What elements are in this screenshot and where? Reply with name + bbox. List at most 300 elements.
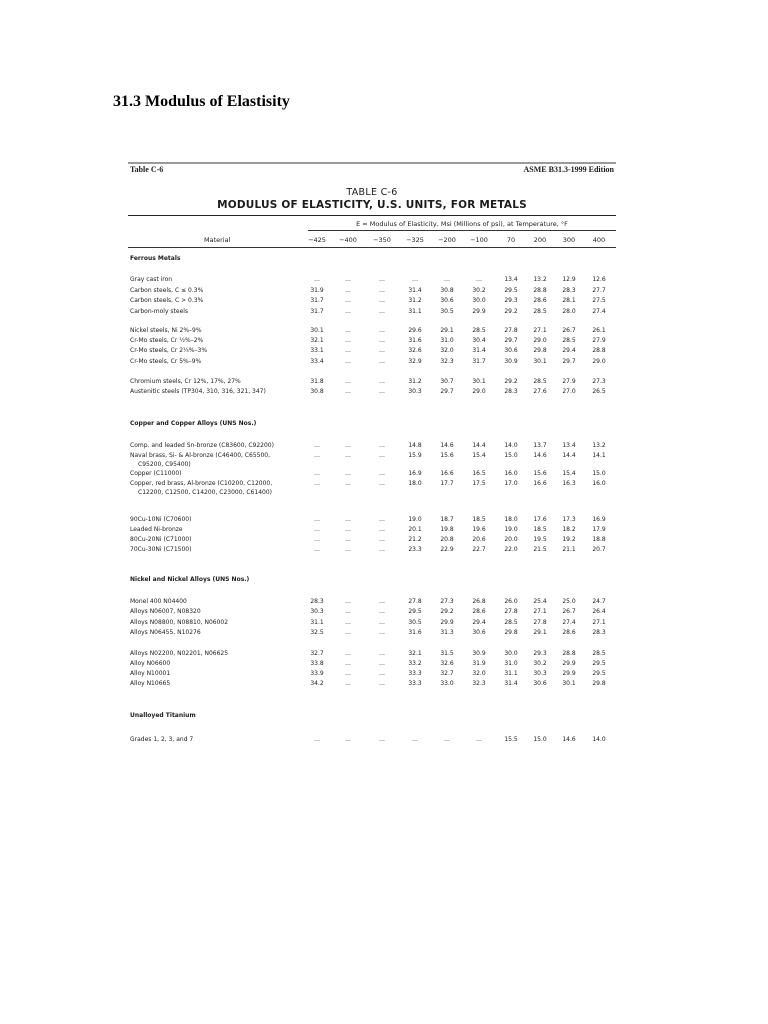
modulus-value: 30.9 [472,650,486,657]
modulus-value: 28.5 [504,619,518,626]
modulus-value: … [314,276,320,283]
modulus-value: … [379,337,385,344]
temperature-header: 400 [592,236,606,244]
modulus-value: 21.2 [408,536,422,543]
modulus-value: 32.0 [472,670,486,677]
material-name: Leaded Ni-bronze [130,526,183,533]
material-name: Cr-Mo steels, Cr ½%–2% [130,337,204,344]
modulus-value: 14.6 [533,452,547,459]
modulus-value: 15.4 [562,470,576,477]
header-bottom-rule [128,247,616,248]
modulus-value: 29.4 [472,619,486,626]
modulus-value: … [345,378,351,385]
modulus-value: 25.4 [533,598,547,605]
modulus-value: 30.1 [472,378,486,385]
modulus-value: 32.7 [310,650,324,657]
modulus-value: 17.3 [562,516,576,523]
modulus-value: 28.5 [472,327,486,334]
group-title: Unalloyed Titanium [130,712,196,719]
modulus-value: 14.8 [408,442,422,449]
modulus-value: 13.4 [562,442,576,449]
modulus-value: 29.0 [533,337,547,344]
modulus-value: 31.4 [408,287,422,294]
modulus-value: … [314,546,320,553]
modulus-value: 31.9 [472,660,486,667]
modulus-value: 17.7 [440,480,454,487]
modulus-value: … [379,650,385,657]
modulus-value: 16.6 [533,480,547,487]
modulus-value: 22.9 [440,546,454,553]
modulus-value: … [379,442,385,449]
modulus-value: 28.1 [562,297,576,304]
modulus-value: … [345,276,351,283]
modulus-value: 15.0 [533,736,547,743]
modulus-value: 19.6 [472,526,486,533]
modulus-value: … [444,736,450,743]
modulus-value: … [345,388,351,395]
modulus-value: 31.1 [310,619,324,626]
modulus-value: 18.7 [440,516,454,523]
material-name: Alloys N02200, N02201, N06625 [130,650,229,657]
modulus-value: 27.5 [592,297,606,304]
modulus-value: 22.7 [472,546,486,553]
modulus-value: 30.8 [440,287,454,294]
modulus-value: 32.6 [408,347,422,354]
modulus-value: 29.5 [504,287,518,294]
modulus-value: 26.5 [592,388,606,395]
modulus-value: 31.4 [472,347,486,354]
modulus-value: … [345,287,351,294]
modulus-value: 13.7 [533,442,547,449]
material-name: Gray cast iron [130,276,173,283]
temperature-header: −100 [470,236,488,244]
modulus-value: 29.8 [533,347,547,354]
material-name: 90Cu-10Ni (C70600) [130,516,192,523]
modulus-value: 31.9 [310,287,324,294]
modulus-value: 19.5 [533,536,547,543]
modulus-value: … [314,536,320,543]
modulus-value: 28.0 [562,308,576,315]
temperature-header: −400 [339,236,357,244]
modulus-value: 18.2 [562,526,576,533]
modulus-value: 29.2 [504,308,518,315]
modulus-value: 29.4 [562,347,576,354]
modulus-value: … [379,358,385,365]
modulus-value: 27.1 [533,327,547,334]
modulus-value: 29.8 [592,680,606,687]
modulus-value: … [314,480,320,487]
modulus-value: 20.6 [472,536,486,543]
modulus-value: 31.1 [504,670,518,677]
modulus-value: 28.6 [472,608,486,615]
modulus-value: … [345,660,351,667]
modulus-value: 27.8 [504,608,518,615]
modulus-value: … [379,470,385,477]
modulus-value: … [379,536,385,543]
modulus-value: … [345,546,351,553]
modulus-value: … [379,378,385,385]
temperature-header: 200 [533,236,547,244]
modulus-value: 31.3 [440,629,454,636]
material-name: Comp. and leaded Sn-bronze (C83600, C92200) [130,442,274,449]
modulus-value: … [345,470,351,477]
modulus-value: 29.0 [472,388,486,395]
modulus-value: 29.9 [472,308,486,315]
modulus-value: 24.7 [592,598,606,605]
edition-label: ASME B31.3-1999 Edition [523,165,614,174]
modulus-value: 12.6 [592,276,606,283]
modulus-value: 16.0 [592,480,606,487]
modulus-value: 28.3 [592,629,606,636]
temperature-header: 300 [562,236,576,244]
modulus-value: 31.6 [408,629,422,636]
modulus-value: 29.1 [440,327,454,334]
modulus-value: 17.5 [472,480,486,487]
modulus-value: 27.4 [562,619,576,626]
modulus-value: 15.6 [533,470,547,477]
modulus-value: 28.8 [562,650,576,657]
modulus-value: 29.7 [504,337,518,344]
modulus-value: 27.1 [533,608,547,615]
modulus-value: … [379,480,385,487]
modulus-value: … [412,736,418,743]
material-name: Chromium steels, Cr 12%, 17%, 27% [130,378,241,385]
modulus-value: 31.7 [310,308,324,315]
modulus-value: … [345,308,351,315]
modulus-value: 32.7 [440,670,454,677]
modulus-value: 31.8 [310,378,324,385]
table-sheet [128,162,616,754]
modulus-value: 34.2 [310,680,324,687]
modulus-value: 14.4 [472,442,486,449]
modulus-value: … [476,276,482,283]
material-name: Copper, red brass, Al-bronze (C10200, C12000, [130,480,273,487]
modulus-value: 33.2 [408,660,422,667]
modulus-value: 15.5 [504,736,518,743]
modulus-value: 19.0 [504,526,518,533]
modulus-value: 26.1 [592,327,606,334]
modulus-value: … [345,670,351,677]
modulus-value: 32.0 [440,347,454,354]
modulus-value: 29.5 [592,670,606,677]
modulus-value: 33.9 [310,670,324,677]
table-caption-number: TABLE C-6 [346,187,398,198]
modulus-value: … [379,608,385,615]
modulus-value: 29.2 [440,608,454,615]
temperature-header: −425 [308,236,326,244]
modulus-value: … [345,452,351,459]
modulus-value: … [379,452,385,459]
modulus-value: 32.6 [440,660,454,667]
modulus-value: 29.8 [504,629,518,636]
modulus-value: 28.5 [592,650,606,657]
modulus-value: 26.7 [562,608,576,615]
modulus-value: 30.1 [310,327,324,334]
modulus-value: 15.9 [408,452,422,459]
modulus-value: 27.8 [533,619,547,626]
modulus-value: 30.8 [310,388,324,395]
modulus-value: 28.5 [533,378,547,385]
modulus-value: 33.3 [408,670,422,677]
modulus-value: 29.6 [408,327,422,334]
temperature-header: −200 [438,236,456,244]
table-caption-title: MODULUS OF ELASTICITY, U.S. UNITS, FOR METALS [217,199,527,211]
modulus-value: 15.4 [472,452,486,459]
modulus-value: 31.2 [408,378,422,385]
modulus-value: … [379,598,385,605]
modulus-value: 17.6 [533,516,547,523]
modulus-value: 33.8 [310,660,324,667]
section-heading: 31.3 Modulus of Elastisity [113,93,290,110]
modulus-value: 28.5 [562,337,576,344]
modulus-value: … [345,680,351,687]
modulus-value: … [379,516,385,523]
modulus-value: 28.3 [504,388,518,395]
material-name: Cr-Mo steels, Cr 2¼%–3% [130,347,208,354]
modulus-value: 18.0 [504,516,518,523]
modulus-value: 30.3 [310,608,324,615]
modulus-value: 30.6 [440,297,454,304]
modulus-value: 18.8 [592,536,606,543]
temperature-span-rule [308,230,616,231]
material-name: Nickel steels, Ni 2%–9% [130,327,202,334]
modulus-value: … [314,470,320,477]
modulus-value: 27.7 [592,287,606,294]
modulus-value: 31.6 [408,337,422,344]
modulus-value: 25.0 [562,598,576,605]
modulus-value: 33.0 [440,680,454,687]
modulus-value: … [345,442,351,449]
modulus-value: 17.0 [504,480,518,487]
modulus-value: … [345,480,351,487]
modulus-value: 16.3 [562,480,576,487]
material-name-continued: C12200, C12500, C14200, C23000, C61400) [138,489,272,496]
modulus-value: 27.8 [504,327,518,334]
modulus-value: 29.7 [440,388,454,395]
modulus-value: … [379,670,385,677]
modulus-value: 29.3 [504,297,518,304]
modulus-value: 30.0 [472,297,486,304]
modulus-value: … [379,619,385,626]
modulus-value: 28.3 [310,598,324,605]
modulus-value: 29.1 [533,629,547,636]
modulus-value: … [379,297,385,304]
modulus-value: 19.0 [408,516,422,523]
modulus-value: 14.6 [440,442,454,449]
modulus-value: 29.0 [592,358,606,365]
modulus-value: 29.9 [440,619,454,626]
modulus-value: 16.9 [592,516,606,523]
modulus-value: … [379,388,385,395]
modulus-value: 30.6 [533,680,547,687]
modulus-value: 12.9 [562,276,576,283]
modulus-value: … [379,736,385,743]
modulus-value: 32.1 [408,650,422,657]
modulus-value: … [314,452,320,459]
modulus-value: … [345,347,351,354]
modulus-value: … [379,276,385,283]
modulus-definition: E = Modulus of Elasticity, Msi (Millions of psi), at Temperature, °F [356,220,568,228]
modulus-value: 28.6 [533,297,547,304]
material-name-continued: C95200, C95400) [138,461,191,468]
modulus-value: 17.9 [592,526,606,533]
modulus-value: 30.0 [504,650,518,657]
modulus-value: 28.3 [562,287,576,294]
modulus-value: … [379,660,385,667]
modulus-value: 30.9 [504,358,518,365]
material-name: Grades 1, 2, 3, and 7 [130,736,194,743]
modulus-value: 16.0 [504,470,518,477]
modulus-value: 27.0 [562,388,576,395]
modulus-value: 27.1 [592,619,606,626]
modulus-value: … [345,650,351,657]
modulus-value: 20.1 [408,526,422,533]
modulus-value: … [345,526,351,533]
modulus-value: 31.5 [440,650,454,657]
modulus-value: 27.9 [562,378,576,385]
material-name: Copper (C11000) [130,470,182,477]
material-column-header: Material [204,236,231,244]
material-name: Cr-Mo steels, Cr 5%–9% [130,358,202,365]
modulus-value: … [345,327,351,334]
modulus-value: 26.7 [562,327,576,334]
modulus-value: 23.3 [408,546,422,553]
modulus-value: 16.5 [472,470,486,477]
material-name: Carbon steels, C > 0.3% [130,297,204,304]
modulus-value: … [314,736,320,743]
modulus-value: 19.8 [440,526,454,533]
modulus-value: 27.9 [592,337,606,344]
modulus-value: … [379,546,385,553]
modulus-value: 18.5 [533,526,547,533]
modulus-value: … [345,608,351,615]
modulus-value: 28.8 [533,287,547,294]
modulus-value: 21.5 [533,546,547,553]
modulus-value: 29.5 [408,608,422,615]
group-title: Ferrous Metals [130,255,181,262]
modulus-value: … [345,629,351,636]
modulus-value: 14.4 [562,452,576,459]
modulus-value: 30.6 [504,347,518,354]
modulus-value: … [314,442,320,449]
modulus-value: 30.7 [440,378,454,385]
modulus-value: 30.5 [440,308,454,315]
modulus-value: 29.2 [504,378,518,385]
modulus-value: … [379,327,385,334]
modulus-value: 14.6 [562,736,576,743]
modulus-value: 27.8 [408,598,422,605]
modulus-value: 20.0 [504,536,518,543]
modulus-value: 29.3 [533,650,547,657]
modulus-value: 27.4 [592,308,606,315]
modulus-value: 14.0 [504,442,518,449]
modulus-value: 14.1 [592,452,606,459]
modulus-value: … [379,308,385,315]
modulus-value: 22.0 [504,546,518,553]
modulus-value: 26.4 [592,608,606,615]
modulus-value: 32.3 [440,358,454,365]
header-rule [128,162,616,164]
modulus-value: 30.5 [408,619,422,626]
modulus-value: … [379,629,385,636]
modulus-value: 29.7 [562,358,576,365]
modulus-value: … [379,680,385,687]
modulus-value: 27.3 [440,598,454,605]
modulus-value: … [314,526,320,533]
modulus-value: 13.2 [592,442,606,449]
modulus-value: 31.1 [408,308,422,315]
modulus-value: 31.7 [310,297,324,304]
modulus-value: … [379,347,385,354]
modulus-value: 30.3 [408,388,422,395]
material-name: 70Cu-30Ni (C71500) [130,546,192,553]
modulus-value: … [476,736,482,743]
modulus-value: 29.9 [562,670,576,677]
modulus-value: 31.0 [504,660,518,667]
modulus-value: 28.6 [562,629,576,636]
modulus-value: 30.2 [472,287,486,294]
modulus-value: 32.5 [310,629,324,636]
modulus-value: 26.0 [504,598,518,605]
temperature-header: −325 [406,236,424,244]
material-name: Alloys N08800, N08810, N06002 [130,619,229,626]
modulus-value: 28.5 [533,308,547,315]
modulus-value: 30.2 [533,660,547,667]
modulus-value: 19.2 [562,536,576,543]
modulus-value: 29.5 [592,660,606,667]
modulus-value: 13.2 [533,276,547,283]
modulus-value: 16.9 [408,470,422,477]
material-name: Carbon-moly steels [130,308,189,315]
modulus-value: 30.1 [533,358,547,365]
modulus-value: … [345,536,351,543]
modulus-value: 27.3 [592,378,606,385]
modulus-value: 30.4 [472,337,486,344]
modulus-value: 14.0 [592,736,606,743]
modulus-value: 33.1 [310,347,324,354]
modulus-value: … [412,276,418,283]
material-name: Alloy N06600 [130,660,171,667]
modulus-value: … [345,598,351,605]
material-name: Alloy N10001 [130,670,171,677]
modulus-value: 30.3 [533,670,547,677]
modulus-value: 26.8 [472,598,486,605]
modulus-value: 32.9 [408,358,422,365]
group-title: Copper and Copper Alloys (UNS Nos.) [130,420,257,427]
modulus-value: 28.8 [592,347,606,354]
modulus-value: … [345,337,351,344]
material-name: Carbon steels, C ≤ 0.3% [130,287,204,294]
modulus-value: 31.4 [504,680,518,687]
temperature-header: −350 [373,236,391,244]
modulus-value: … [444,276,450,283]
material-name: 80Cu-20Ni (C71000) [130,536,192,543]
modulus-value: 32.1 [310,337,324,344]
modulus-value: 31.7 [472,358,486,365]
modulus-value: … [345,297,351,304]
modulus-value: 31.0 [440,337,454,344]
modulus-value: … [345,736,351,743]
modulus-value: 20.8 [440,536,454,543]
material-name: Alloys N06455, N10276 [130,629,201,636]
table-label-left: Table C-6 [130,165,164,174]
modulus-value: … [345,516,351,523]
modulus-value: 18.0 [408,480,422,487]
modulus-value: 31.2 [408,297,422,304]
group-title: Nickel and Nickel Alloys (UNS Nos.) [130,576,250,583]
modulus-value: 15.0 [504,452,518,459]
modulus-value: 29.9 [562,660,576,667]
